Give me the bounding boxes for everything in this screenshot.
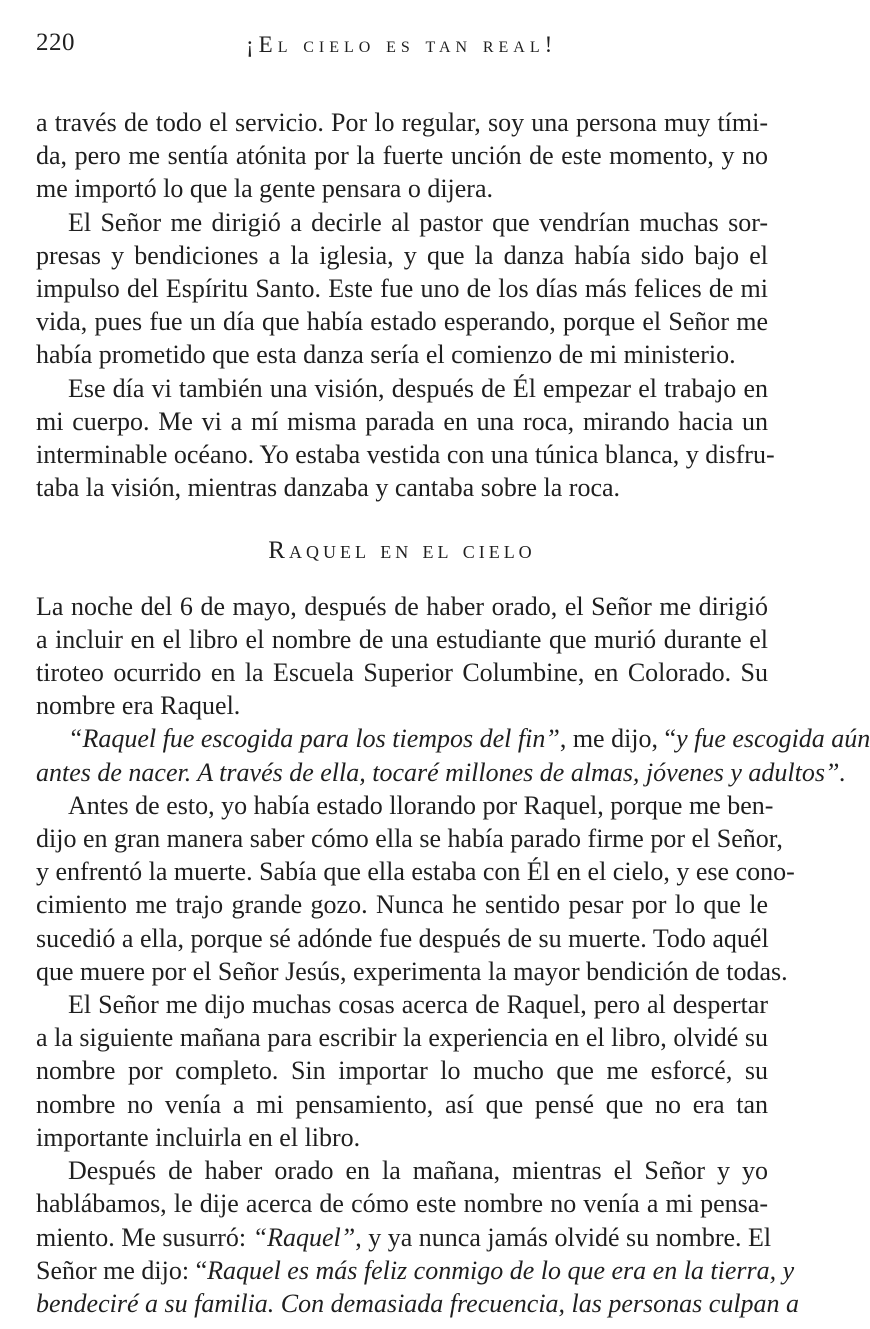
text-line: importante incluirla en el libro. — [36, 1122, 361, 1152]
text-line: a la siguiente mañana para escribir la experiencia en el libro, olvidé su — [36, 1023, 768, 1053]
text-line — [36, 1221, 772, 1254]
quote-text: y fue escogida aún — [676, 724, 870, 754]
text-line: vida, pues fue un día que había estado esperando, porque el Señor me — [36, 307, 768, 337]
running-header — [36, 20, 768, 66]
quote-line: bendeciré a su familia. Con demasiada frecuencia, las personas culpan a — [36, 1288, 800, 1318]
text-line — [36, 722, 870, 755]
text-line: sucedió a ella, porque sé adónde fue después de su muerte. Todo aquél — [36, 923, 769, 953]
text-line — [36, 1254, 795, 1287]
text-line: dijo en gran manera saber cómo ella se había parado firme por el Señor, — [36, 824, 783, 854]
text-line: El Señor me dirigió a decirle al pastor que vendrían muchas sor- — [68, 207, 768, 237]
paragraph — [36, 590, 768, 723]
page-number: 220 — [36, 29, 75, 56]
text-line: nombre por completo. Sin importar lo mucho que me esforcé, su — [36, 1056, 768, 1086]
text-line: nombre era Raquel. — [36, 691, 241, 721]
text-line: nombre no venía a mi pensamiento, así que pensé que no era tan — [36, 1089, 768, 1119]
text-line: había prometido que esta danza sería el comienzo de mi ministerio. — [36, 340, 736, 370]
text-line: interminable océano. Yo estaba vestida con una túnica blanca, y disfru- — [36, 440, 775, 470]
text-run: , y ya nunca jamás olvidé su nombre. El — [355, 1222, 772, 1252]
text-line: cimiento me trajo grande gozo. Nunca he sentido pesar por lo que le — [36, 890, 768, 920]
text-line: presas y bendiciones a la iglesia, y que la danza había sido bajo el — [36, 240, 768, 270]
text-line: tiroteo ocurrido en la Escuela Superior Columbine, en Colorado. Su — [36, 658, 768, 688]
paragraph — [36, 1154, 800, 1320]
text-line: taba la visión, mientras danzaba y cantaba sobre la roca. — [36, 473, 621, 503]
text-line: me importó lo que la gente pensara o dijera. — [36, 174, 494, 204]
quote-text: Raquel es más feliz conmigo de lo que era en la tierra, y — [207, 1255, 795, 1285]
text-line: a través de todo el servicio. Por lo regular, soy una persona muy tími- — [36, 108, 768, 137]
text-line: hablábamos, le dije acerca de cómo este nombre no venía a mi pensa- — [36, 1189, 768, 1219]
paragraph — [36, 988, 768, 1154]
text-line: Ese día vi también una visión, después de Él empezar el trabajo en — [68, 373, 768, 403]
text-run: Señor me dijo: “ — [36, 1255, 208, 1285]
text-line: Antes de esto, yo había estado llorando por Raquel, porque me ben- — [68, 790, 774, 820]
running-title: ¡El cielo es tan real! — [246, 32, 558, 57]
text-line: y enfrentó la muerte. Sabía que ella estaba con Él en el cielo, y ese cono- — [36, 857, 795, 887]
quote-line: antes de nacer. A través de ella, tocaré millones de almas, jóvenes y adultos”. — [36, 757, 846, 787]
quote-text: “Raquel” — [252, 1222, 356, 1252]
book-page — [36, 20, 870, 1320]
text-line: impulso del Espíritu Santo. Este fue uno de los días más felices de mi — [36, 274, 768, 304]
text-line: El Señor me dijo muchas cosas acerca de Raquel, pero al despertar — [68, 990, 768, 1020]
text-line: mi cuerpo. Me vi a mí misma parada en una roca, mirando hacia un — [36, 406, 768, 436]
text-run: miento. Me susurró: — [36, 1222, 253, 1252]
paragraph — [36, 106, 768, 206]
text-line: que muere por el Señor Jesús, experimenta la mayor bendición de todas. — [36, 956, 788, 986]
text-line: a incluir en el libro el nombre de una estudiante que murió durante el — [36, 624, 768, 654]
quote-text: “Raquel fue escogida para los tiempos del fin” — [68, 724, 560, 754]
section-heading: Raquel en el cielo — [268, 537, 536, 565]
text-line: da, pero me sentía atónita por la fuerte unción de este momento, y no — [36, 141, 768, 171]
paragraph — [36, 722, 870, 788]
text-run: , me dijo, “ — [559, 724, 677, 754]
paragraph — [36, 206, 768, 372]
paragraph — [36, 372, 775, 505]
text-line: Después de haber orado en la mañana, mientras el Señor y yo — [68, 1156, 768, 1186]
text-line: La noche del 6 de mayo, después de haber orado, el Señor me dirigió — [36, 591, 768, 621]
paragraph — [36, 789, 795, 988]
